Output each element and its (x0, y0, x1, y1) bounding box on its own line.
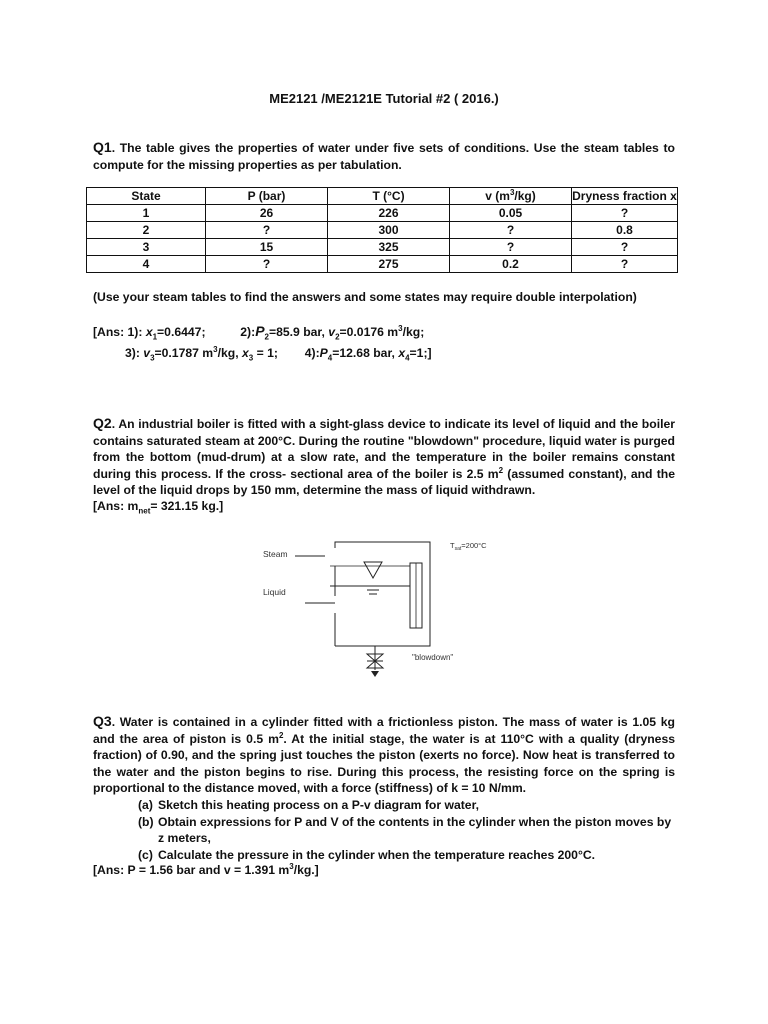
level-indicator-icon (364, 562, 382, 578)
table-cell: 0.8 (572, 222, 678, 239)
table-cell: 2 (87, 222, 206, 239)
q1-answer-line-1: [Ans: 1): $x_1=0.6447$; $2):P_2=85.9$ bar, $v_2=0.0176$ $m^3/kg$; (93, 323, 425, 342)
table-cell: 226 (328, 205, 450, 222)
q1-text: . The table gives the properties of water under five sets of conditions. Use the steam tables to compute for the missing properties as per tabulation. (93, 141, 675, 172)
q3-number: Q3 (93, 713, 112, 729)
q1-paragraph (93, 139, 675, 173)
steam-label: Steam (263, 549, 288, 559)
table-row (87, 256, 678, 273)
table-cell: ? (572, 239, 678, 256)
header-dryness: Dryness fraction x (572, 188, 677, 203)
list-item: (b) Obtain expressions for P and V of the contents in the cylinder when the piston moves by z meters, (138, 814, 672, 846)
q1-number: Q1 (93, 139, 112, 155)
table-cell: ? (206, 222, 328, 239)
liquid-label: Liquid (263, 587, 286, 597)
table-row (87, 239, 678, 256)
boiler-diagram (250, 528, 490, 678)
table-cell: ? (572, 256, 678, 273)
table-cell: 4 (87, 256, 206, 273)
table-cell: 0.05 (450, 205, 572, 222)
q2-answer: [Ans: $m_{net}= 321.15$ kg.] (93, 499, 224, 516)
header-state: State (87, 188, 206, 205)
q3-subquestions (138, 797, 678, 863)
q3-paragraph: Q3. Water is contained in a cylinder fitted with a frictionless piston. The mass of water is 1.05 kg and the area of piston is 0.5 $m^2$. At the initial stage, the water is at 110°C with a quality (dryness fraction) of 0.90, and the spring just touches the piston (exerts no force). Now heat is transferred to the water and the piston begins to rise. During this process, the resisting force on the spring is proportional to the distance moved, with a force (stiffness) of k = 10 N/mm. (93, 713, 676, 796)
table-cell: 325 (328, 239, 450, 256)
table-cell: 300 (328, 222, 450, 239)
q1-answer-line-2: 3): $v_3=0.1787$ $m^3/kg$, $x_3 = 1$; $4):P_4=12.68$ bar, $x_4=1$;] (125, 344, 432, 363)
list-item: (a) Sketch this heating process on a P-v diagram for water, (138, 798, 480, 812)
table-cell: ? (206, 256, 328, 273)
blowdown-label: "blowdown" (412, 653, 454, 662)
properties-table (86, 187, 678, 273)
q2-number: Q2 (93, 415, 112, 431)
table-cell: ? (572, 205, 678, 222)
table-cell: ? (450, 222, 572, 239)
header-temperature: T (°C) (328, 188, 450, 205)
q2-paragraph: Q2. An industrial boiler is fitted with a sight-glass device to indicate its level of liquid and the boiler contains saturated steam at 200°C. During the routine "blowdown" procedure, liquid water is purged from the bottom (mud-drum) at a slow rate, and the temperature in the boiler remains constant during this process. If the cross- sectional area of the boiler is 2.5 $m^2$ (assumed constant), and the level of the liquid drops by 150 mm, determine the mass of liquid withdrawn. (93, 415, 675, 498)
header-pressure: P (bar) (206, 188, 328, 205)
q3-answer: [Ans: P = 1.56 bar and v = 1.391 $m^3/kg$.] (93, 861, 319, 877)
table-row (87, 205, 678, 222)
header-specific-volume: v $(m^3/kg)$ (450, 188, 572, 205)
table-cell: ? (450, 239, 572, 256)
table-cell: 3 (87, 239, 206, 256)
table-cell: 0.2 (450, 256, 572, 273)
tsat-label: $T_{sat}=200^\circ C$ (450, 541, 487, 552)
table-header-row (87, 188, 678, 205)
table-cell: 15 (206, 239, 328, 256)
table-cell: 26 (206, 205, 328, 222)
arrow-down-icon (371, 671, 379, 677)
q1-note: (Use your steam tables to find the answers and some states may require double interpolation) (93, 290, 637, 304)
list-item: (c) Calculate the pressure in the cylinder when the temperature reaches 200°C. (138, 847, 596, 862)
table-cell: 1 (87, 205, 206, 222)
table-row (87, 222, 678, 239)
page-title: ME2121 /ME2121E Tutorial #2 ( 2016.) (269, 91, 499, 106)
table-cell: 275 (328, 256, 450, 273)
